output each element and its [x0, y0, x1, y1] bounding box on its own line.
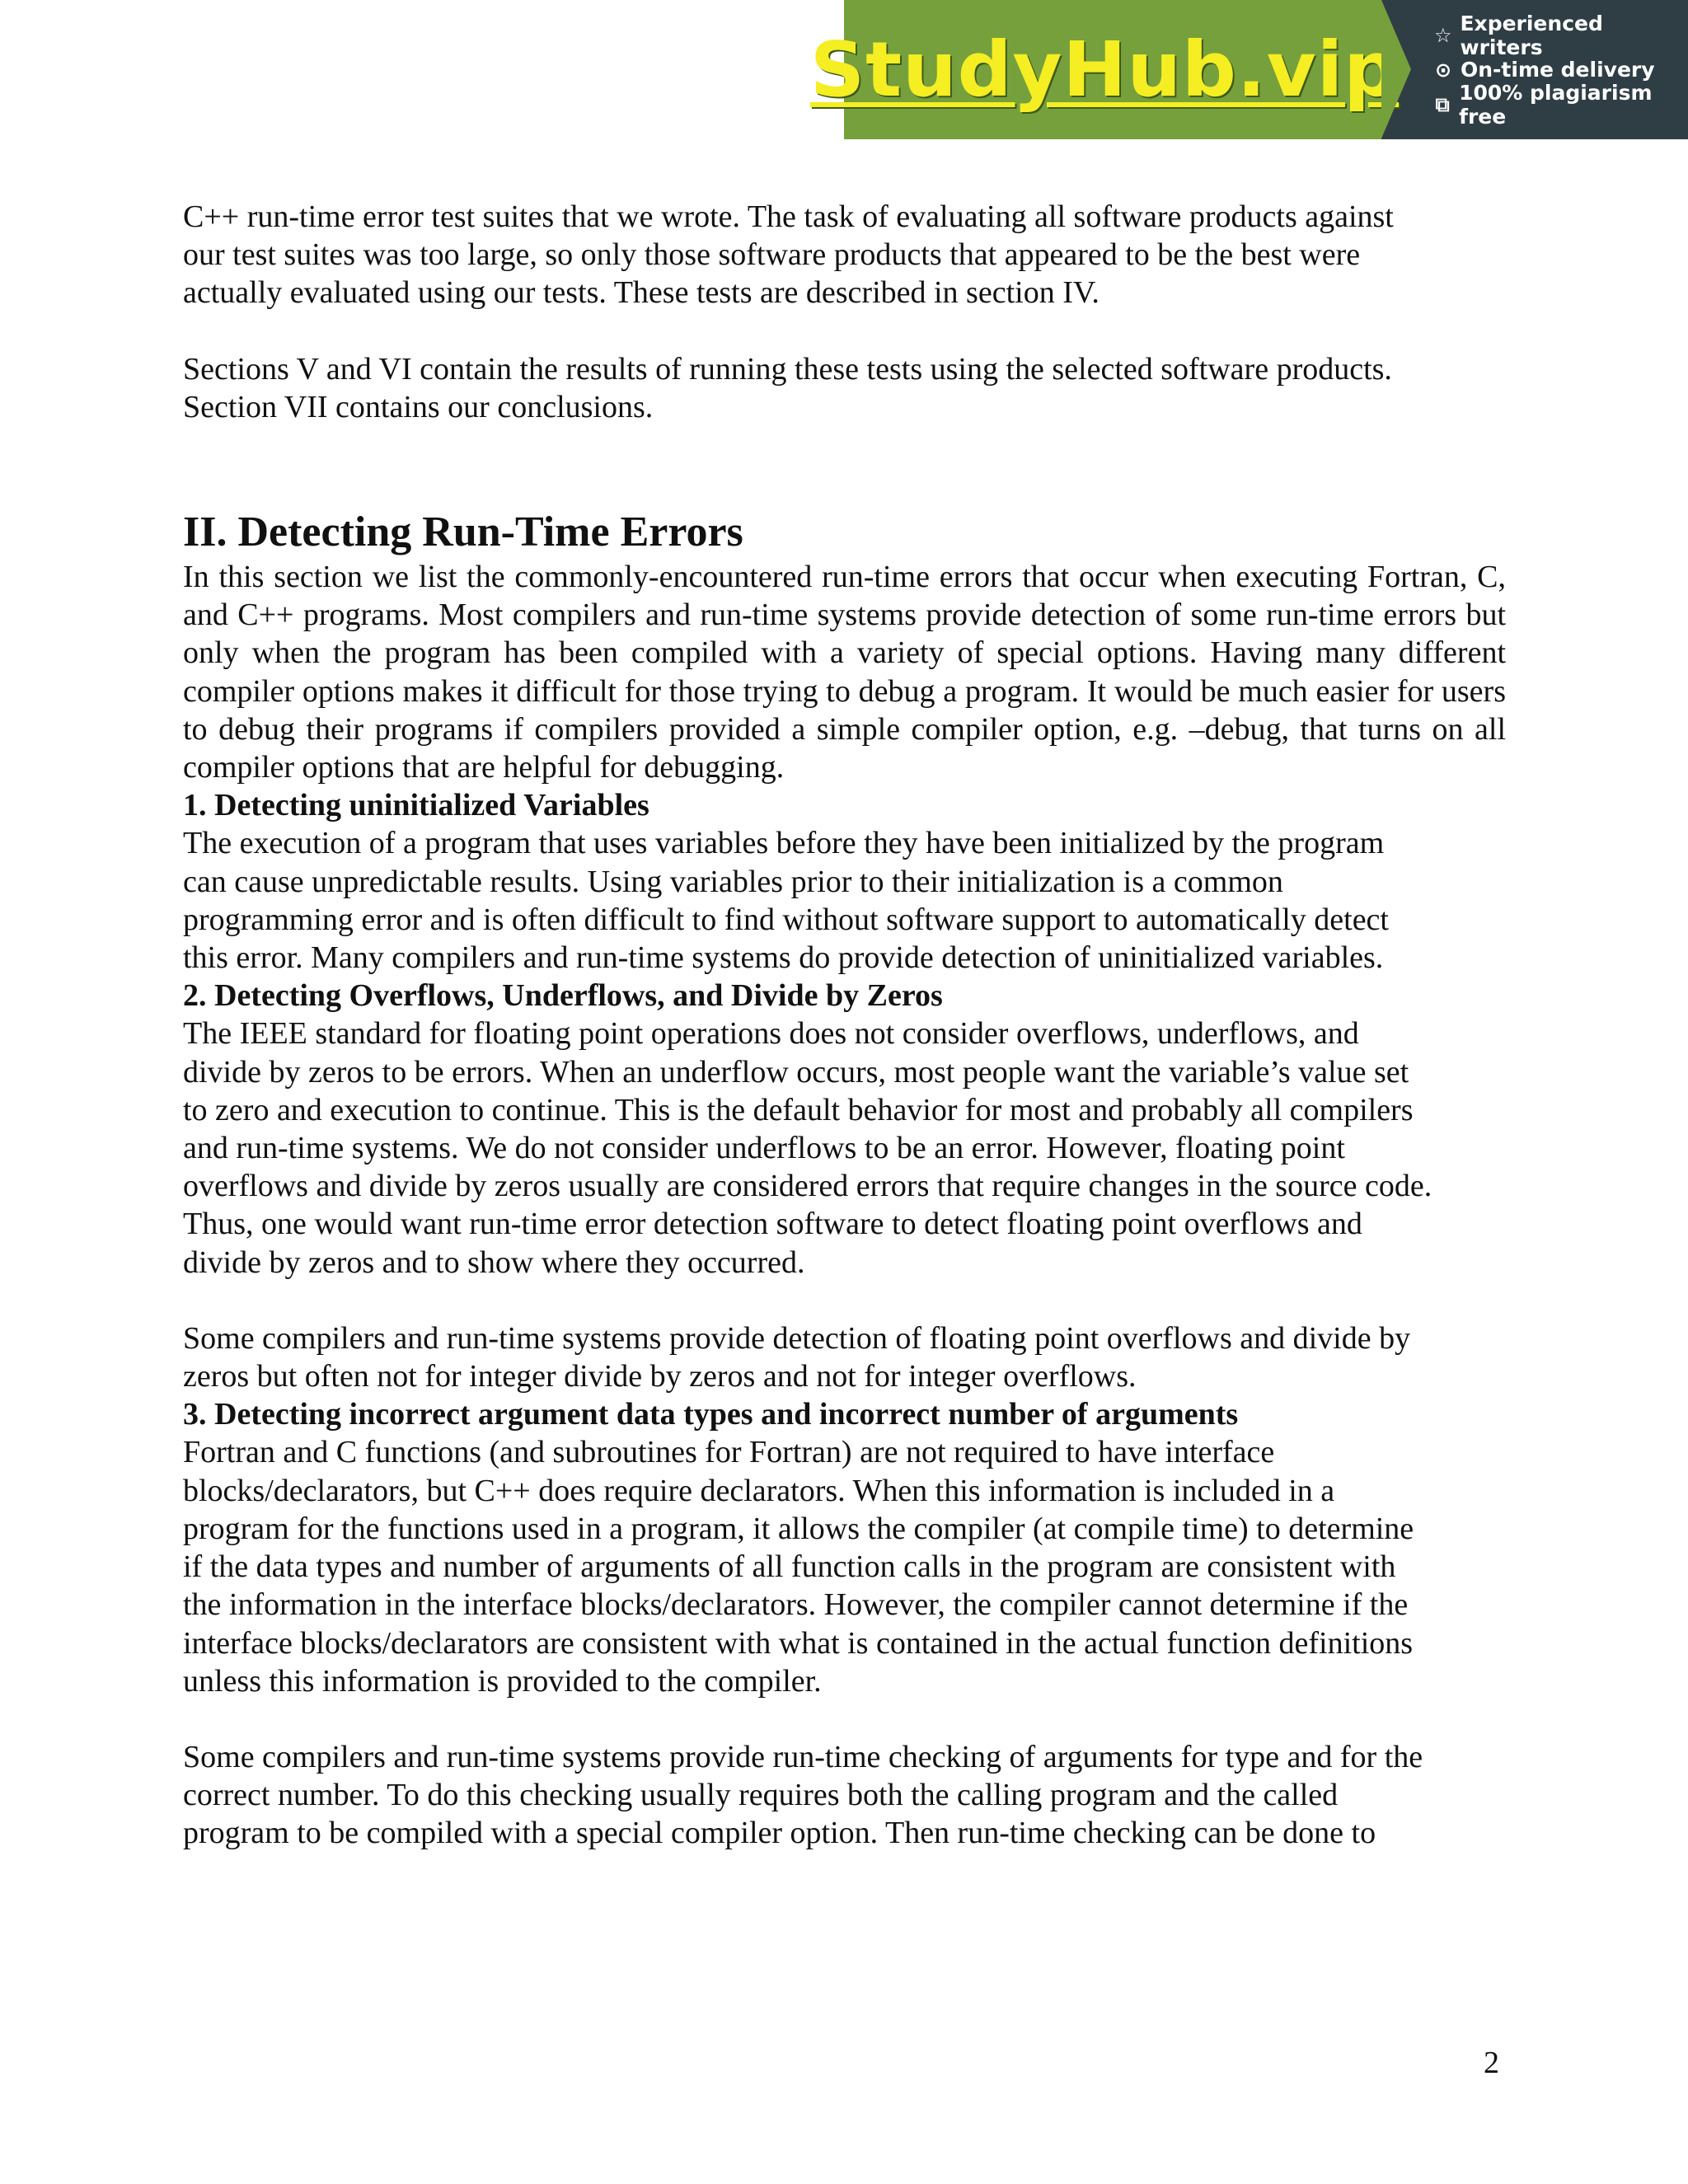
document-body: [183, 198, 1506, 1853]
subsection-title-arguments: 3. Detecting incorrect argument data types and incorrect number of arguments: [183, 1397, 1239, 1432]
feature-plagiarism-free: [1432, 80, 1688, 129]
subsection-title-overflows: 2. Detecting Overflows, Underflows, and Divide by Zeros: [183, 978, 943, 1014]
logo-text: StudyHub.vip: [809, 26, 1400, 114]
copy-icon: ⧉: [1435, 92, 1450, 116]
intro-paragraph-2: Sections V and VI contain the results of running these tests using the selected software products. Section VII contains our conclusions.: [183, 351, 1392, 424]
studyhub-logo[interactable]: [809, 0, 1400, 139]
feature-label: 100% plagiarism free: [1459, 80, 1653, 129]
banner-features: [1381, 0, 1688, 139]
intro-paragraph-1: C++ run-time error test suites that we wrote. The task of evaluating all software products against our test suites was too large, so only those software products that appeared to be the best were actually evaluated using our tests. These tests are described in section IV.: [183, 199, 1394, 311]
clock-icon: ⊙: [1434, 58, 1452, 82]
subsection-text-uninitialized: The execution of a program that uses variables before they have been initialized by the program can cause unpredictable results. Using variables prior to their initialization is a common programming error and is often difficult to find without software support to automatically detect this error. Many compilers and run-time systems do provide detection of uninitialized variables.: [183, 826, 1389, 976]
section-title: II. Detecting Run-Time Errors: [183, 509, 743, 556]
subsection-text-arguments: Fortran and C functions (and subroutines for Fortran) are not required to have interface blocks/declarators, but C++ does require declarators. When this information is included in a program for the functions used in a program, it allows the compiler (at compile time) to determine if the data types and number of arguments of all function calls in the program are consistent with the information in the interface blocks/declarators. However, the compiler cannot determine if the interface blocks/declarators are consistent with what is contained in the actual function definitions unless this information is provided to the compiler.: [183, 1435, 1414, 1699]
subsection-text-overflows-2: Some compilers and run-time systems provide detection of floating point overflows and divide by zeros but often not for integer divide by zeros and not for integer overflows.: [183, 1320, 1411, 1394]
feature-experienced-writers: [1432, 11, 1688, 59]
subsection-text-arguments-2: Some compilers and run-time systems provide run-time checking of arguments for type and for the correct number. To do this checking usually requires both the calling program and the called program to be compiled with a special compiler option. Then run-time checking can be done to: [183, 1739, 1423, 1851]
page-number: 2: [1484, 2046, 1499, 2080]
subsection-title-uninitialized: 1. Detecting uninitialized Variables: [183, 788, 649, 823]
star-icon: ☆: [1433, 23, 1452, 47]
studyhub-banner[interactable]: [809, 0, 1688, 139]
subsection-text-overflows: The IEEE standard for floating point operations does not consider overflows, underflows, and divide by zeros to be errors. When an underflow occurs, most people want the variable’s value set to zero and execution to continue. This is the default behavior for most and probably all compilers and run-time systems. We do not consider underflows to be an error. However, floating point overflows and divide by zeros usually are considered errors that require changes in the source code. Thus, one would want run-time error detection software to detect floating point overflows and divide by zeros and to show where they occurred.: [183, 1016, 1432, 1280]
section-intro-paragraph: In this section we list the commonly-encountered run-time errors that occur when executing Fortran, C, and C++ programs. Most compilers and run-time systems provide detection of some run-time errors but only when the program has been compiled with a variety of special options. Having many different compiler options makes it difficult for those trying to debug a program. It would be much easier for users to debug their programs if compilers provided a simple compiler option, e.g. –debug, that turns on all compiler options that are helpful for debugging.: [183, 560, 1506, 785]
feature-label: On-time delivery: [1461, 58, 1655, 82]
feature-label: Experienced writers: [1460, 11, 1603, 59]
